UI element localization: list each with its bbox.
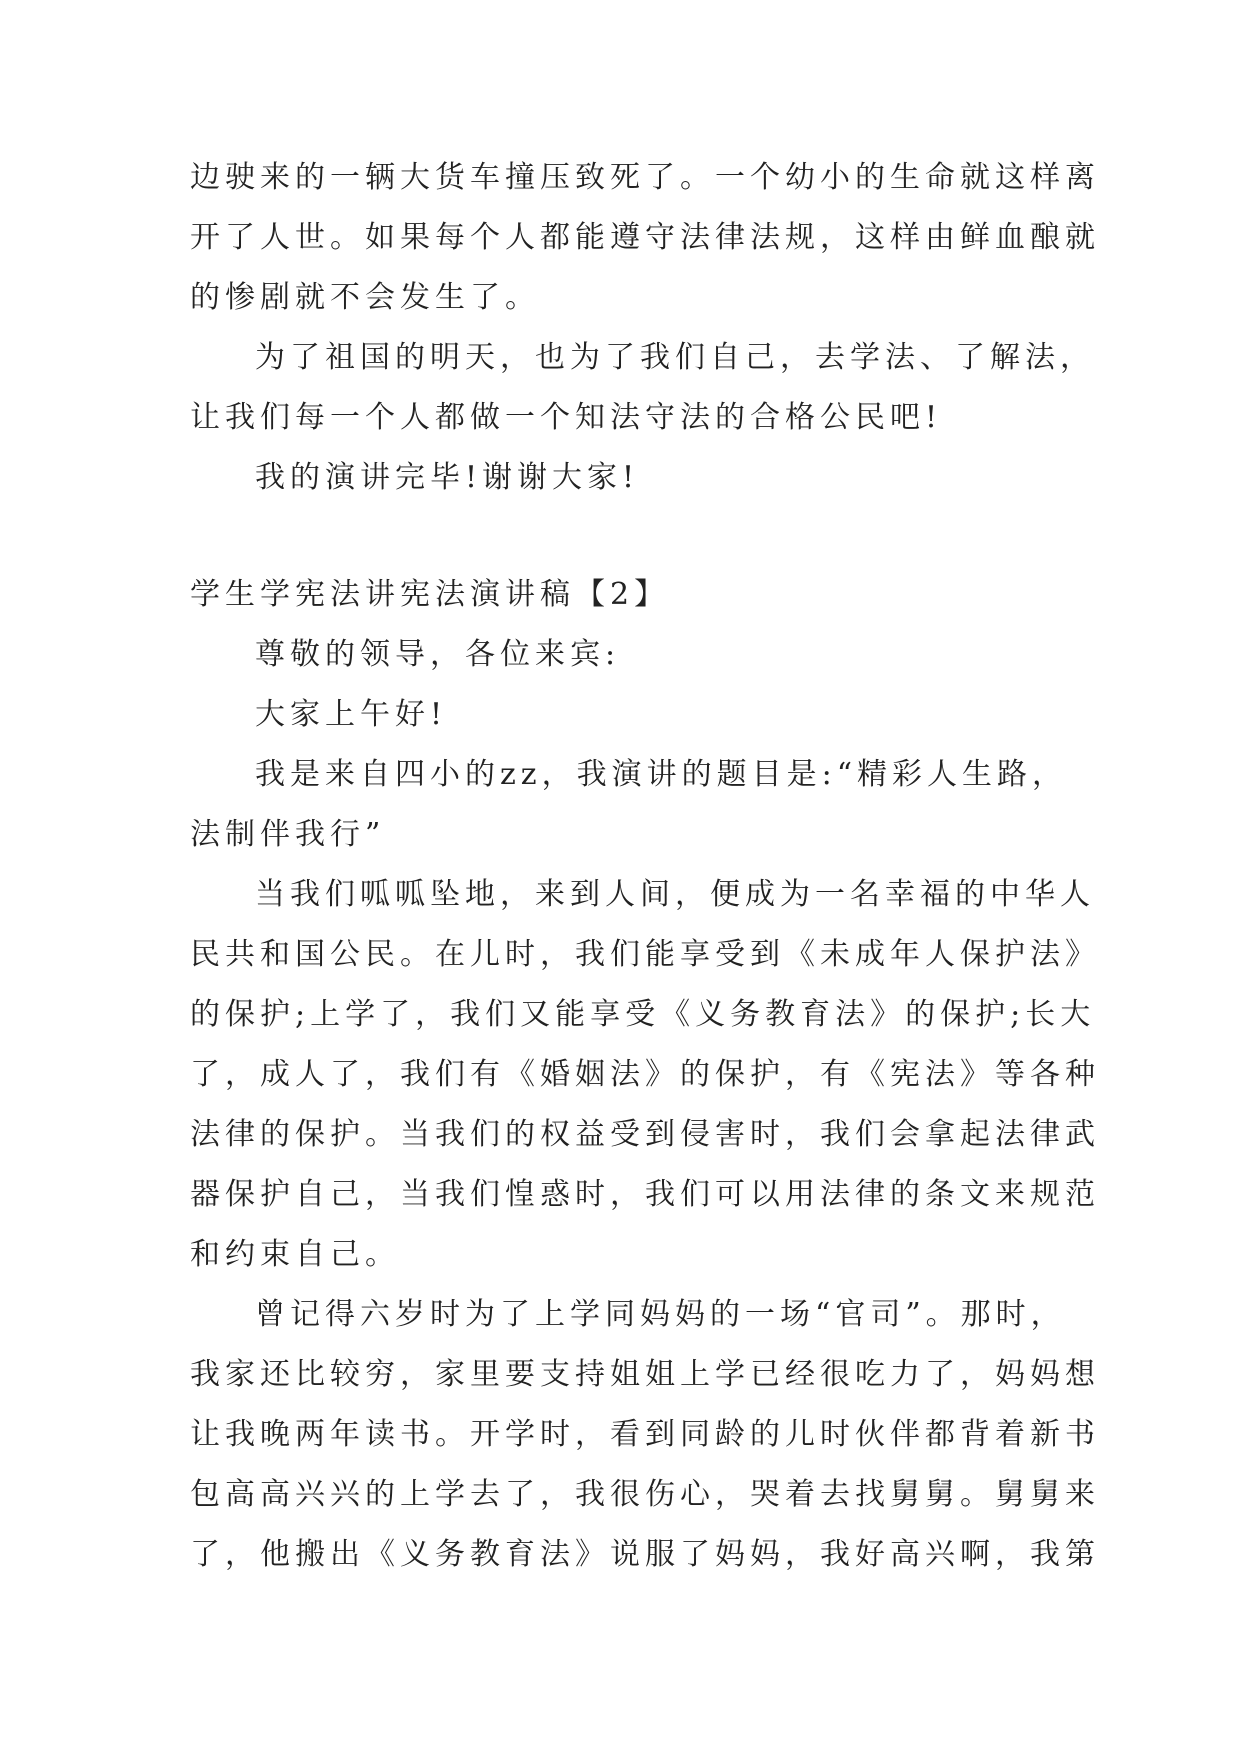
text-line: 大家上午好! xyxy=(255,697,448,732)
text-line: 曾记得六岁时为了上学同妈妈的一场“官司”。那时， xyxy=(255,1297,1066,1332)
text-line: 和约束自己。 xyxy=(190,1237,400,1272)
text-line: 的惨剧就不会发生了。 xyxy=(190,280,540,315)
text-line: 当我们呱呱坠地，来到人间，便成为一名幸福的中华人 xyxy=(255,877,1095,912)
text-line: 尊敬的领导，各位来宾: xyxy=(255,637,621,672)
text-line: 的保护;上学了，我们又能享受《义务教育法》的保护;长大 xyxy=(190,997,1096,1032)
text-line: 器保护自己，当我们惶惑时，我们可以用法律的条文来规范 xyxy=(190,1177,1100,1212)
text-line: 开了人世。如果每个人都能遵守法律法规，这样由鲜血酿就 xyxy=(190,220,1100,255)
text-line: 我是来自四小的zz，我演讲的题目是:“精彩人生路， xyxy=(255,757,1068,792)
text-line: 民共和国公民。在儿时，我们能享受到《未成年人保护法》 xyxy=(190,937,1100,972)
text-line: 为了祖国的明天，也为了我们自己，去学法、了解法， xyxy=(255,340,1095,375)
text-line: 让我们每一个人都做一个知法守法的合格公民吧! xyxy=(190,400,943,435)
section-heading: 学生学宪法讲宪法演讲稿【2】 xyxy=(190,577,670,612)
text-line: 我的演讲完毕!谢谢大家! xyxy=(255,460,640,495)
text-line: 我家还比较穷，家里要支持姐姐上学已经很吃力了，妈妈想 xyxy=(190,1357,1100,1392)
text-line: 法制伴我行” xyxy=(190,817,386,852)
text-line: 了，成人了，我们有《婚姻法》的保护，有《宪法》等各种 xyxy=(190,1057,1100,1092)
text-line: 了，他搬出《义务教育法》说服了妈妈，我好高兴啊，我第 xyxy=(190,1537,1100,1572)
text-line: 让我晚两年读书。开学时，看到同龄的儿时伙伴都背着新书 xyxy=(190,1417,1100,1452)
text-line: 法律的保护。当我们的权益受到侵害时，我们会拿起法律武 xyxy=(190,1117,1100,1152)
text-line: 包高高兴兴的上学去了，我很伤心，哭着去找舅舅。舅舅来 xyxy=(190,1477,1100,1512)
text-line: 边驶来的一辆大货车撞压致死了。一个幼小的生命就这样离 xyxy=(190,160,1100,195)
